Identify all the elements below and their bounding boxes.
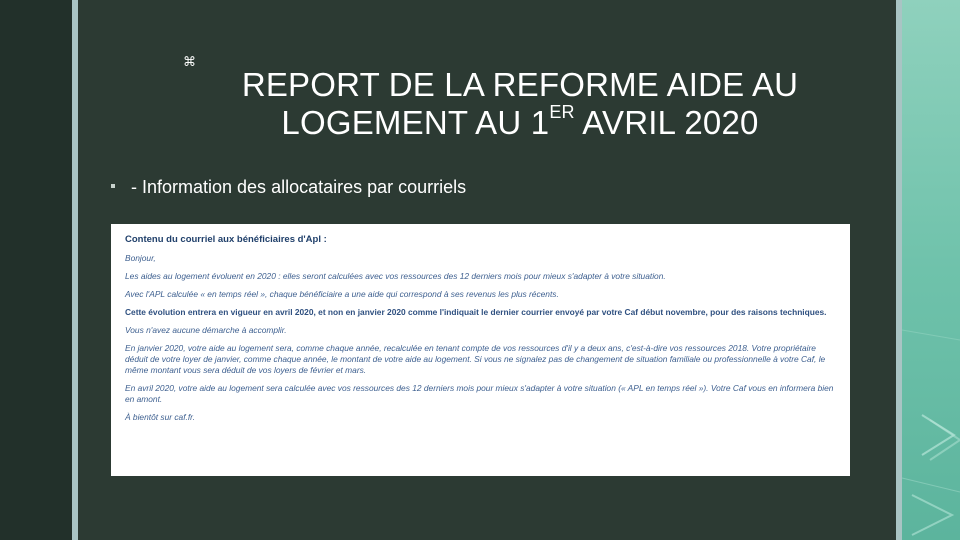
title-superscript: ER	[549, 102, 575, 122]
title-line-1: REPORT DE LA REFORME AIDE AU	[241, 66, 799, 103]
title-line-2-suffix: AVRIL 2020	[574, 104, 759, 141]
bullet-icon	[111, 184, 115, 188]
email-paragraph: En avril 2020, votre aide au logement sera calculée avec vos ressources des 12 derniers mois pour mieux s'adapter à votre situation (« APL en temps réel »). Votre Caf vous en informera bien en amont.	[125, 383, 834, 404]
email-paragraph: Vous n'avez aucune démarche à accomplir.	[125, 325, 287, 335]
title-line-2-prefix: LOGEMENT AU 1	[281, 104, 550, 141]
email-paragraph: Bonjour,	[125, 253, 156, 263]
email-paragraph-emphasis: Cette évolution entrera en vigueur en avril 2020, et non en janvier 2020 comme l'indiquait le dernier courrier envoyé par votre Caf début novembre, pour des raisons techniques.	[125, 307, 827, 317]
decorative-pattern	[902, 0, 960, 540]
z-icon: ⌘	[183, 55, 196, 70]
email-paragraph: Avec l'APL calculée « en temps réel », chaque bénéficiaire a une aide qui correspond à ses revenus les plus récents.	[125, 289, 559, 299]
email-heading: Contenu du courriel aux bénéficiaires d'Apl :	[125, 234, 327, 245]
title-line-2	[215, 104, 825, 142]
email-paragraph: En janvier 2020, votre aide au logement sera, comme chaque année, recalculée en tenant compte de vos ressources d'il y a deux ans, c'est-à-dire vos ressources 2018. Votre propriétaire déduit de votre loyer de janvier, comme chaque année, le montant de votre aide au logement. Si vous ne signalez pas de changement de situation familiale ou professionnelle à votre Caf, le même montant vous sera déduit de vos loyers de février et mars.	[125, 343, 826, 375]
email-paragraph: À bientôt sur caf.fr.	[125, 412, 195, 422]
email-paragraph: Les aides au logement évoluent en 2020 : elles seront calculées avec vos ressources des 12 derniers mois pour mieux s'adapter à votre situation.	[125, 271, 666, 281]
bullet-text: - Information des allocataires par courriels	[131, 177, 467, 197]
bullet-item	[111, 175, 466, 199]
email-screenshot	[111, 224, 850, 476]
left-background-band	[0, 0, 72, 540]
right-decorative-panel	[902, 0, 960, 540]
slide-title	[215, 66, 825, 142]
